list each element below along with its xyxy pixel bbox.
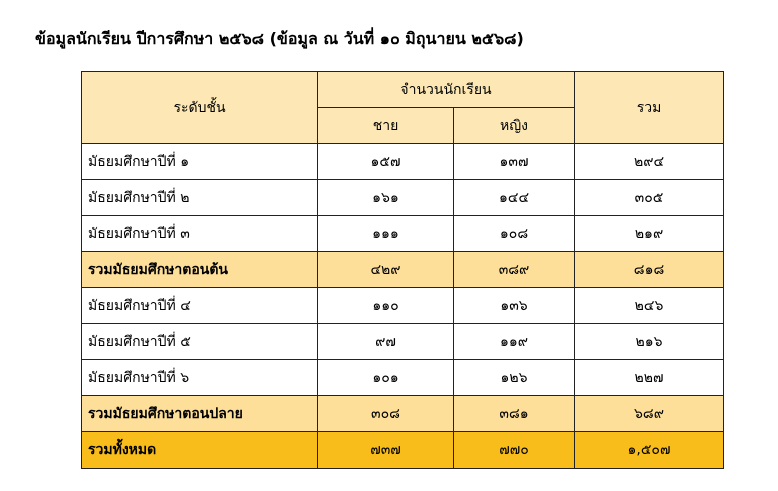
female-count: ๑๒๖ <box>454 360 575 396</box>
row-total: ๒๑๖ <box>575 324 724 360</box>
header-female: หญิง <box>454 108 575 144</box>
male-count: ๔๒๙ <box>318 252 454 288</box>
header-level: ระดับชั้น <box>82 72 318 144</box>
subtotal-row <box>82 396 724 432</box>
female-count: ๗๗๐ <box>454 432 575 469</box>
male-count: ๑๑๑ <box>318 216 454 252</box>
student-table <box>81 71 724 469</box>
table-row <box>82 180 724 216</box>
row-total: ๖๘๙ <box>575 396 724 432</box>
female-count: ๓๘๙ <box>454 252 575 288</box>
row-label: รวมมัธยมศึกษาตอนปลาย <box>82 396 318 432</box>
male-count: ๗๓๗ <box>318 432 454 469</box>
grand-total-row <box>82 432 724 469</box>
row-label: มัธยมศึกษาปีที่ ๕ <box>82 324 318 360</box>
female-count: ๑๐๘ <box>454 216 575 252</box>
row-total: ๑,๕๐๗ <box>575 432 724 469</box>
row-label: รวมมัธยมศึกษาตอนต้น <box>82 252 318 288</box>
table-row <box>82 360 724 396</box>
female-count: ๑๓๖ <box>454 288 575 324</box>
row-total: ๒๔๖ <box>575 288 724 324</box>
row-total: ๒๒๗ <box>575 360 724 396</box>
table-row <box>82 288 724 324</box>
table-row <box>82 324 724 360</box>
male-count: ๑๖๑ <box>318 180 454 216</box>
male-count: ๑๑๐ <box>318 288 454 324</box>
male-count: ๑๐๑ <box>318 360 454 396</box>
subtotal-row <box>82 252 724 288</box>
header-total: รวม <box>575 72 724 144</box>
row-total: ๒๑๙ <box>575 216 724 252</box>
row-total: ๘๑๘ <box>575 252 724 288</box>
row-label: มัธยมศึกษาปีที่ ๒ <box>82 180 318 216</box>
male-count: ๙๗ <box>318 324 454 360</box>
row-total: ๓๐๕ <box>575 180 724 216</box>
female-count: ๑๔๔ <box>454 180 575 216</box>
table-row <box>82 144 724 180</box>
row-label: มัธยมศึกษาปีที่ ๖ <box>82 360 318 396</box>
female-count: ๑๓๗ <box>454 144 575 180</box>
header-male: ชาย <box>318 108 454 144</box>
page-title: ข้อมูลนักเรียน ปีการศึกษา ๒๕๖๘ (ข้อมูล ณ วันที่ ๑๐ มิถุนายน ๒๕๖๘) <box>35 29 524 48</box>
row-label: มัธยมศึกษาปีที่ ๑ <box>82 144 318 180</box>
header-students: จำนวนนักเรียน <box>318 72 575 108</box>
female-count: ๑๑๙ <box>454 324 575 360</box>
table-row <box>82 216 724 252</box>
female-count: ๓๘๑ <box>454 396 575 432</box>
male-count: ๓๐๘ <box>318 396 454 432</box>
row-label: มัธยมศึกษาปีที่ ๔ <box>82 288 318 324</box>
row-label: มัธยมศึกษาปีที่ ๓ <box>82 216 318 252</box>
male-count: ๑๕๗ <box>318 144 454 180</box>
row-label: รวมทั้งหมด <box>82 432 318 469</box>
row-total: ๒๙๔ <box>575 144 724 180</box>
